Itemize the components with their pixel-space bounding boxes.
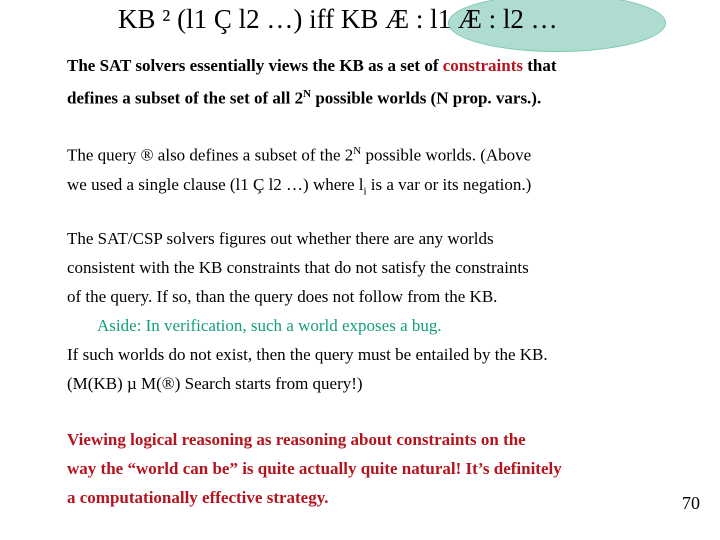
paragraph-4-line-2: way the “world can be” is quite actually quite natural! It’s definitely bbox=[67, 459, 562, 478]
paragraph-3-line-3: of the query. If so, than the query does not follow from the KB. bbox=[67, 287, 498, 306]
aside-note: Aside: In verification, such a world exposes a bug. bbox=[97, 316, 442, 335]
paragraph-2-line-1 bbox=[67, 137, 677, 170]
title-left: KB ² (l1 Ç l2 …) iff KB bbox=[118, 4, 379, 34]
p2-l1-tail: possible worlds. (Above bbox=[361, 145, 532, 165]
paragraph-1 bbox=[67, 51, 677, 113]
paragraph-3 bbox=[67, 224, 677, 398]
paragraph-2 bbox=[67, 137, 677, 206]
p1-superscript: N bbox=[303, 88, 312, 100]
paragraph-2-line-2 bbox=[67, 170, 677, 206]
p1-l2-tail: possible worlds (N prop. vars.). bbox=[311, 88, 542, 108]
paragraph-1-line-1 bbox=[67, 51, 677, 80]
paragraph-3-line-1: The SAT/CSP solvers figures out whether there are any worlds bbox=[67, 229, 494, 248]
paragraph-4-line-1: Viewing logical reasoning as reasoning about constraints on the bbox=[67, 430, 526, 449]
p2-subscript: i bbox=[363, 185, 367, 198]
title-right: Æ : l1 Æ : l2 … bbox=[385, 4, 558, 34]
p1-l2-text: defines a subset of the set of all 2 bbox=[67, 88, 304, 108]
p2-l1-text: The query ® also defines a subset of the 2 bbox=[67, 145, 354, 165]
p1-l1-tail: that bbox=[523, 56, 557, 75]
p1-l1-text: The SAT solvers essentially views the KB as a set of bbox=[67, 56, 443, 75]
paragraph-4-line-3: a computationally effective strategy. bbox=[67, 488, 329, 507]
paragraph-1-line-2 bbox=[67, 80, 677, 113]
p2-l2-text: we used a single clause (l1 Ç l2 …) where l bbox=[67, 174, 364, 194]
paragraph-3-line-5: If such worlds do not exist, then the query must be entailed by the KB. bbox=[67, 345, 548, 364]
p2-superscript: N bbox=[353, 145, 362, 157]
slide-title bbox=[118, 0, 558, 38]
p2-l2-tail: is a var or its negation.) bbox=[366, 174, 532, 194]
paragraph-3-line-2: consistent with the KB constraints that do not satisfy the constraints bbox=[67, 258, 529, 277]
page-number: 70 bbox=[682, 493, 700, 513]
constraints-keyword: constraints bbox=[442, 56, 524, 75]
paragraph-4 bbox=[67, 425, 677, 512]
paragraph-3-line-6: (M(KB) µ M(®) Search starts from query!) bbox=[67, 374, 363, 393]
